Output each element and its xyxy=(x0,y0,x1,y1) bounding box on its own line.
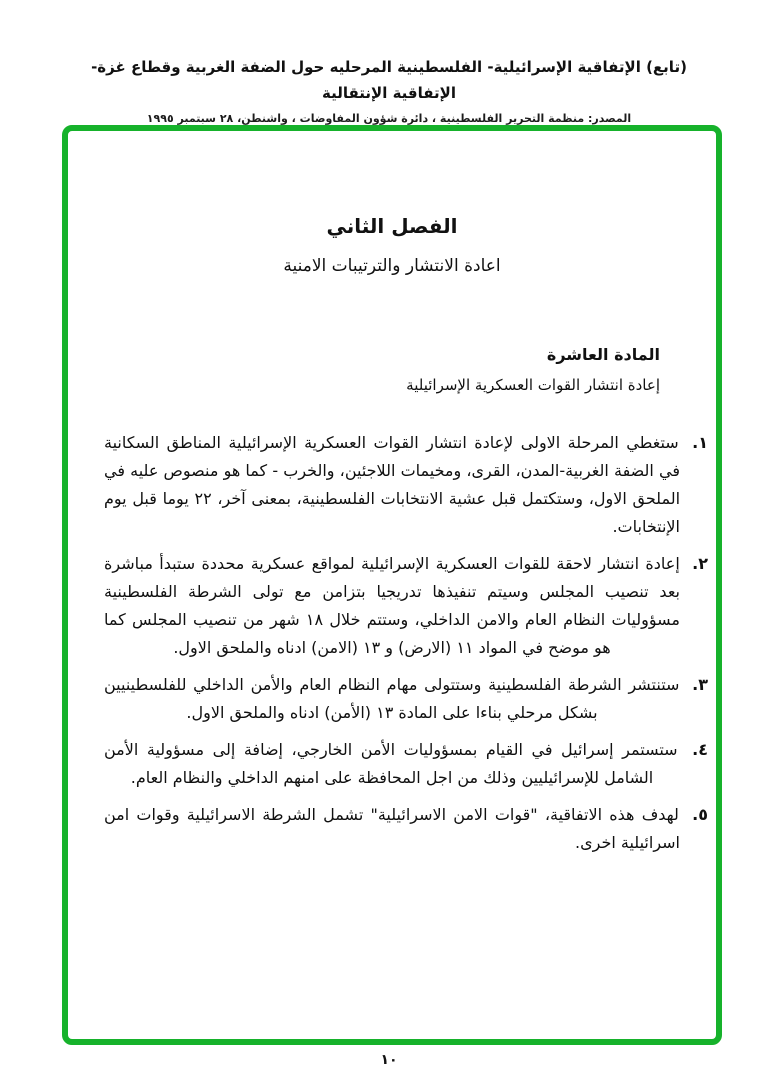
paragraph-number: ٥. xyxy=(692,805,708,824)
green-border-frame xyxy=(62,125,722,1045)
document-header xyxy=(0,54,778,125)
paragraph-text: لهدف هذه الاتفاقية، "قوات الامن الاسرائيلية" تشمل الشرطة الاسرائيلية وقوات امن اسرائيلية اخرى. xyxy=(104,805,687,852)
article-subtitle: إعادة انتشار القوات العسكرية الإسرائيلية xyxy=(406,376,660,394)
numbered-paragraph xyxy=(104,429,708,541)
paragraph-number: ٤. xyxy=(692,740,708,759)
paragraph-text: ستغطي المرحلة الاولى لإعادة انتشار القوات العسكرية الإسرائيلية المناطق السكانية في الضفة الغربية-المدن، القرى، ومخيمات اللاجئين، والخرب - كما هو منصوص عليه في الملحق الاول، وستكتمل قبل عشية الانتخابات الفلسطينية، بمعنى آخر، ٢٢ يوما قبل يوم الإنتخابات. xyxy=(104,433,687,536)
article-title: المادة العاشرة xyxy=(546,345,660,364)
chapter-title: الفصل الثاني xyxy=(326,214,458,238)
paragraph-number: ١. xyxy=(692,433,708,452)
numbered-paragraph xyxy=(104,736,708,792)
chapter-subtitle: اعادة الانتشار والترتيبات الامنية xyxy=(283,256,501,276)
article-heading-block xyxy=(68,343,716,397)
numbered-paragraph xyxy=(104,671,708,727)
paragraph-text: ستنتشر الشرطة الفلسطينية وستتولى مهام النظام العام والأمن الداخلي للفلسطينيين بشكل مرحلي بناءا على المادة ١٣ (الأمن) ادناه والملحق الاول. xyxy=(104,675,687,722)
paragraph-number: ٣. xyxy=(692,675,708,694)
page-number: ١٠ xyxy=(380,1052,398,1068)
numbered-paragraph xyxy=(104,801,708,857)
document-title: (تابع) الإتفاقية الإسرائيلية- الفلسطينية المرحليه حول الضفة الغربية وقطاع غزة- الإتفاقية الإنتقالية xyxy=(91,58,687,102)
paragraph-number: ٢. xyxy=(692,554,708,573)
paragraph-text: إعادة انتشار لاحقة للقوات العسكرية الإسرائيلية لمواقع عسكرية محددة ستبدأ مباشرة بعد تنصيب المجلس وسيتم تنفيذها تدريجيا بتزامن مع تولى الشرطة الفلسطينية مسؤوليات النظام العام والامن الداخلي، وستتم خلال ١٨ شهر من تنصيب المجلس كما هو موضح في المواد ١١ (الارض) و ١٣ (الامن) ادناه والملحق الاول. xyxy=(104,554,687,657)
document-source: المصدر: منظمة التحرير الفلسطينية ، دائرة شؤون المفاوضات ، واشنطن، ٢٨ سبتمبر ١٩٩٥ xyxy=(146,112,632,125)
numbered-paragraph xyxy=(104,550,708,662)
article-paragraph-list xyxy=(68,429,716,857)
paragraph-text: ستستمر إسرائيل في القيام بمسؤوليات الأمن الخارجي، إضافة إلى مسؤولية الأمن الشامل للإسرائيليين وذلك من اجل المحافظة على امنهم الداخلي والنظام العام. xyxy=(104,740,687,787)
